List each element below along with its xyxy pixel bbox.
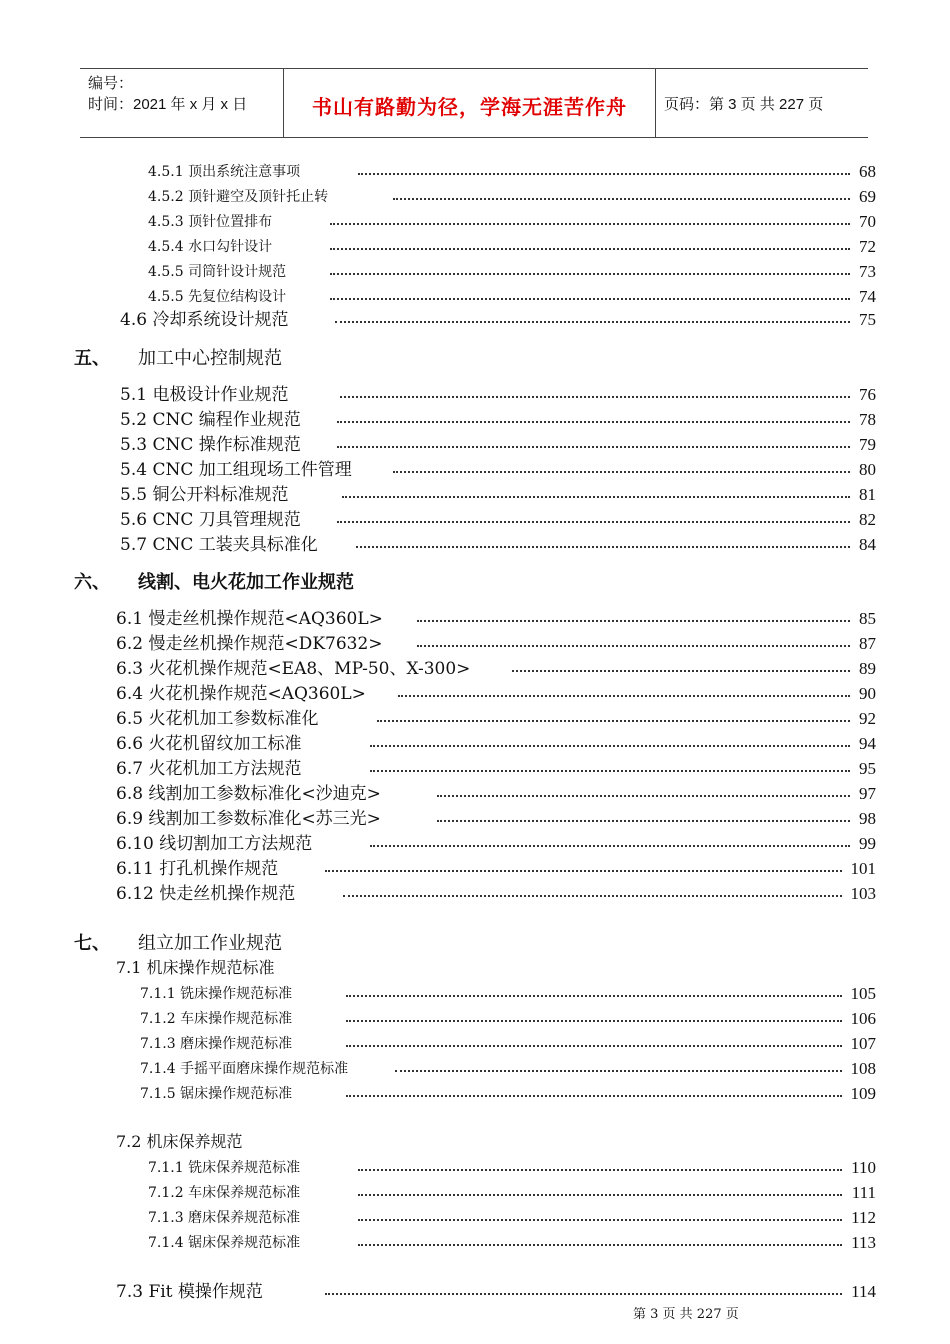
toc-entry[interactable]: [0, 1007, 876, 1031]
toc-entry-title: 5.4 CNC 加工组现场工件管理: [120, 460, 352, 480]
toc-entry-title: 4.5.3 顶针位置排布: [148, 214, 273, 230]
leader-dots: [358, 1219, 842, 1221]
toc-entry-page: 87: [859, 634, 876, 653]
leader-dots: [330, 298, 850, 300]
toc-entry[interactable]: [0, 210, 876, 234]
toc-entry[interactable]: [0, 782, 876, 806]
toc-entry[interactable]: [0, 383, 876, 407]
toc-entry-page: 114: [851, 1282, 876, 1301]
toc-entry-title: 5.6 CNC 刀具管理规范: [120, 510, 301, 530]
toc-entry-page: 97: [859, 784, 876, 803]
leader-dots: [398, 695, 850, 697]
subsection-heading: 7.2 机床保养规范: [116, 1132, 243, 1151]
toc-entry[interactable]: [0, 1156, 876, 1180]
toc-entry[interactable]: [0, 260, 876, 284]
toc-entry-title: 5.5 铜公开料标准规范: [120, 485, 289, 505]
section-number: 五、: [74, 348, 110, 368]
toc-entry[interactable]: [0, 285, 876, 309]
leader-dots: [346, 1020, 842, 1022]
toc-entry[interactable]: [0, 732, 876, 756]
toc-entry-page: 108: [850, 1059, 876, 1078]
leader-dots: [346, 995, 842, 997]
toc-entry-page: 78: [859, 410, 876, 429]
toc-entry[interactable]: [0, 1231, 876, 1255]
toc-entry-page: 81: [859, 485, 876, 504]
toc-entry[interactable]: [0, 607, 876, 631]
serial-number-label: 编号：: [88, 75, 134, 92]
toc-entry[interactable]: [0, 632, 876, 656]
toc-entry-page: 99: [859, 834, 876, 853]
section-title: 线割、电火花加工作业规范: [138, 572, 354, 592]
toc-entry-title: 4.5.5 司筒针设计规范: [148, 264, 287, 280]
toc-entry-page: 68: [859, 162, 876, 181]
leader-dots: [393, 471, 850, 473]
leader-dots: [337, 421, 850, 423]
page-footer: 第 3 页 共 227 页: [633, 1307, 739, 1322]
subsection-heading: 7.1 机床操作规范标准: [116, 958, 275, 977]
toc-entry-title: 6.2 慢走丝机操作规范<DK7632>: [116, 634, 383, 654]
toc-entry[interactable]: [0, 707, 876, 731]
toc-entry-page: 109: [850, 1084, 876, 1103]
toc-entry[interactable]: [0, 508, 876, 532]
toc-entry-page: 75: [859, 310, 876, 329]
toc-entry-page: 113: [851, 1233, 876, 1252]
toc-entry-title: 7.1.4 锯床保养规范标准: [148, 1235, 301, 1251]
toc-entry[interactable]: [0, 433, 876, 457]
toc-entry[interactable]: [0, 483, 876, 507]
toc-entry-page: 69: [859, 187, 876, 206]
toc-entry-title: 4.5.4 水口勾针设计: [148, 239, 273, 255]
section-number: 七、: [74, 933, 110, 953]
toc-entry-title: 7.1.2 车床操作规范标准: [140, 1011, 293, 1027]
toc-entry-page: 101: [850, 859, 876, 878]
section-title: 加工中心控制规范: [138, 348, 282, 368]
toc-entry-page: 70: [859, 212, 876, 231]
toc-entry[interactable]: [0, 185, 876, 209]
header-meta: [88, 73, 247, 115]
toc-entry-page: 72: [859, 237, 876, 256]
leader-dots: [346, 1095, 842, 1097]
toc-entry-page: 112: [851, 1208, 876, 1227]
date-line: 时间：2021 年 x 月 x 日: [88, 96, 248, 113]
toc-entry[interactable]: [0, 657, 876, 681]
leader-dots: [337, 446, 850, 448]
toc-entry-title: 6.6 火花机留纹加工标准: [116, 734, 302, 754]
leader-dots: [337, 521, 850, 523]
toc-entry[interactable]: [0, 408, 876, 432]
document-header: [80, 68, 868, 138]
toc-entry-page: 73: [859, 262, 876, 281]
toc-entry[interactable]: [0, 1082, 876, 1106]
toc-entry[interactable]: [0, 1280, 876, 1304]
toc-entry-page: 76: [859, 385, 876, 404]
leader-dots: [437, 795, 850, 797]
leader-dots: [377, 720, 850, 722]
toc-entry-page: 94: [859, 734, 876, 753]
toc-entry-title: 7.1.1 铣床保养规范标准: [148, 1160, 301, 1176]
toc-entry[interactable]: [0, 1032, 876, 1056]
toc-entry-title: 5.2 CNC 编程作业规范: [120, 410, 301, 430]
toc-entry-page: 79: [859, 435, 876, 454]
header-page-code: 页码：第 3 页 共 227 页: [664, 96, 824, 113]
toc-entry-title: 6.12 快走丝机操作规范: [116, 884, 296, 904]
toc-entry[interactable]: [0, 1181, 876, 1205]
toc-entry-page: 82: [859, 510, 876, 529]
toc-entry[interactable]: [0, 160, 876, 184]
toc-entry-page: 85: [859, 609, 876, 628]
toc-entry-title: 7.1.1 铣床操作规范标准: [140, 986, 293, 1002]
toc-entry-title: 6.1 慢走丝机操作规范<AQ360L>: [116, 609, 383, 629]
leader-dots: [395, 1070, 842, 1072]
toc-entry[interactable]: [0, 982, 876, 1006]
toc-entry-page: 98: [859, 809, 876, 828]
leader-dots: [346, 1045, 842, 1047]
section-number: 六、: [74, 572, 110, 592]
leader-dots: [330, 273, 850, 275]
toc-entry-title: 6.11 打孔机操作规范: [116, 859, 279, 879]
toc-entry-page: 74: [859, 287, 876, 306]
section-title: 组立加工作业规范: [138, 933, 282, 953]
toc-entry-page: 90: [859, 684, 876, 703]
leader-dots: [358, 1194, 842, 1196]
leader-dots: [417, 645, 850, 647]
leader-dots: [358, 1169, 842, 1171]
toc-entry[interactable]: [0, 857, 876, 881]
toc-entry-title: 4.5.2 顶针避空及顶针托止转: [148, 189, 329, 205]
leader-dots: [393, 198, 850, 200]
leader-dots: [356, 546, 850, 548]
leader-dots: [325, 870, 842, 872]
leader-dots: [343, 895, 842, 897]
leader-dots: [330, 223, 850, 225]
toc-entry-page: 110: [851, 1158, 876, 1177]
toc-entry[interactable]: [0, 235, 876, 259]
toc-entry-title: 7.1.4 手摇平面磨床操作规范标准: [140, 1061, 349, 1077]
toc-entry-title: 5.1 电极设计作业规范: [120, 385, 289, 405]
toc-entry-page: 111: [851, 1183, 876, 1202]
toc-entry-page: 106: [850, 1009, 876, 1028]
toc-entry-title: 6.5 火花机加工参数标准化: [116, 709, 319, 729]
toc-entry-title: 4.6 冷却系统设计规范: [120, 310, 289, 330]
toc-entry-title: 6.9 线割加工参数标准化<苏三光>: [116, 809, 381, 829]
toc-entry-title: 6.10 线切割加工方法规范: [116, 834, 313, 854]
toc-entry-title: 6.4 火花机操作规范<AQ360L>: [116, 684, 366, 704]
toc-entry-title: 6.8 线割加工参数标准化<沙迪克>: [116, 784, 381, 804]
toc-entry-page: 80: [859, 460, 876, 479]
toc-entry-title: 4.5.1 顶出系统注意事项: [148, 164, 301, 180]
toc-entry-title: 4.5.5 先复位结构设计: [148, 289, 287, 305]
toc-entry-page: 105: [850, 984, 876, 1003]
toc-entry-page: 103: [850, 884, 876, 903]
toc-entry-page: 84: [859, 535, 876, 554]
toc-entry[interactable]: [0, 308, 876, 332]
leader-dots: [417, 620, 850, 622]
toc-entry[interactable]: [0, 458, 876, 482]
toc-entry[interactable]: [0, 1206, 876, 1230]
toc-entry-title: 6.3 火花机操作规范<EA8、MP-50、X-300>: [116, 659, 471, 679]
leader-dots: [437, 820, 850, 822]
toc-entry-page: 89: [859, 659, 876, 678]
toc-entry-title: 5.3 CNC 操作标准规范: [120, 435, 301, 455]
toc-entry-title: 7.1.5 锯床操作规范标准: [140, 1086, 293, 1102]
toc-entry-title: 7.1.3 磨床操作规范标准: [140, 1036, 293, 1052]
header-motto: 书山有路勤为径，学海无涯苦作舟: [312, 97, 627, 119]
leader-dots: [370, 845, 850, 847]
toc-entry[interactable]: [0, 832, 876, 856]
toc-entry[interactable]: [0, 533, 876, 557]
toc-entry-title: 7.1.3 磨床保养规范标准: [148, 1210, 301, 1226]
toc-entry-title: 7.1.2 车床保养规范标准: [148, 1185, 301, 1201]
toc-entry[interactable]: [0, 1057, 876, 1081]
toc-entry-title: 6.7 火花机加工方法规范: [116, 759, 302, 779]
toc-entry-title: 5.7 CNC 工装夹具标准化: [120, 535, 318, 555]
toc-entry[interactable]: [0, 682, 876, 706]
toc-entry-page: 92: [859, 709, 876, 728]
toc-entry[interactable]: [0, 882, 876, 906]
leader-dots: [370, 770, 850, 772]
toc-entry[interactable]: [0, 807, 876, 831]
toc-entry-title: 7.3 Fit 模操作规范: [116, 1282, 263, 1302]
leader-dots: [325, 1293, 842, 1295]
leader-dots: [340, 396, 850, 398]
leader-dots: [335, 321, 850, 323]
toc-entry-page: 95: [859, 759, 876, 778]
leader-dots: [358, 1244, 842, 1246]
leader-dots: [512, 670, 850, 672]
leader-dots: [358, 173, 850, 175]
leader-dots: [330, 248, 850, 250]
leader-dots: [342, 496, 850, 498]
toc-entry[interactable]: [0, 757, 876, 781]
leader-dots: [370, 745, 850, 747]
toc-entry-page: 107: [850, 1034, 876, 1053]
